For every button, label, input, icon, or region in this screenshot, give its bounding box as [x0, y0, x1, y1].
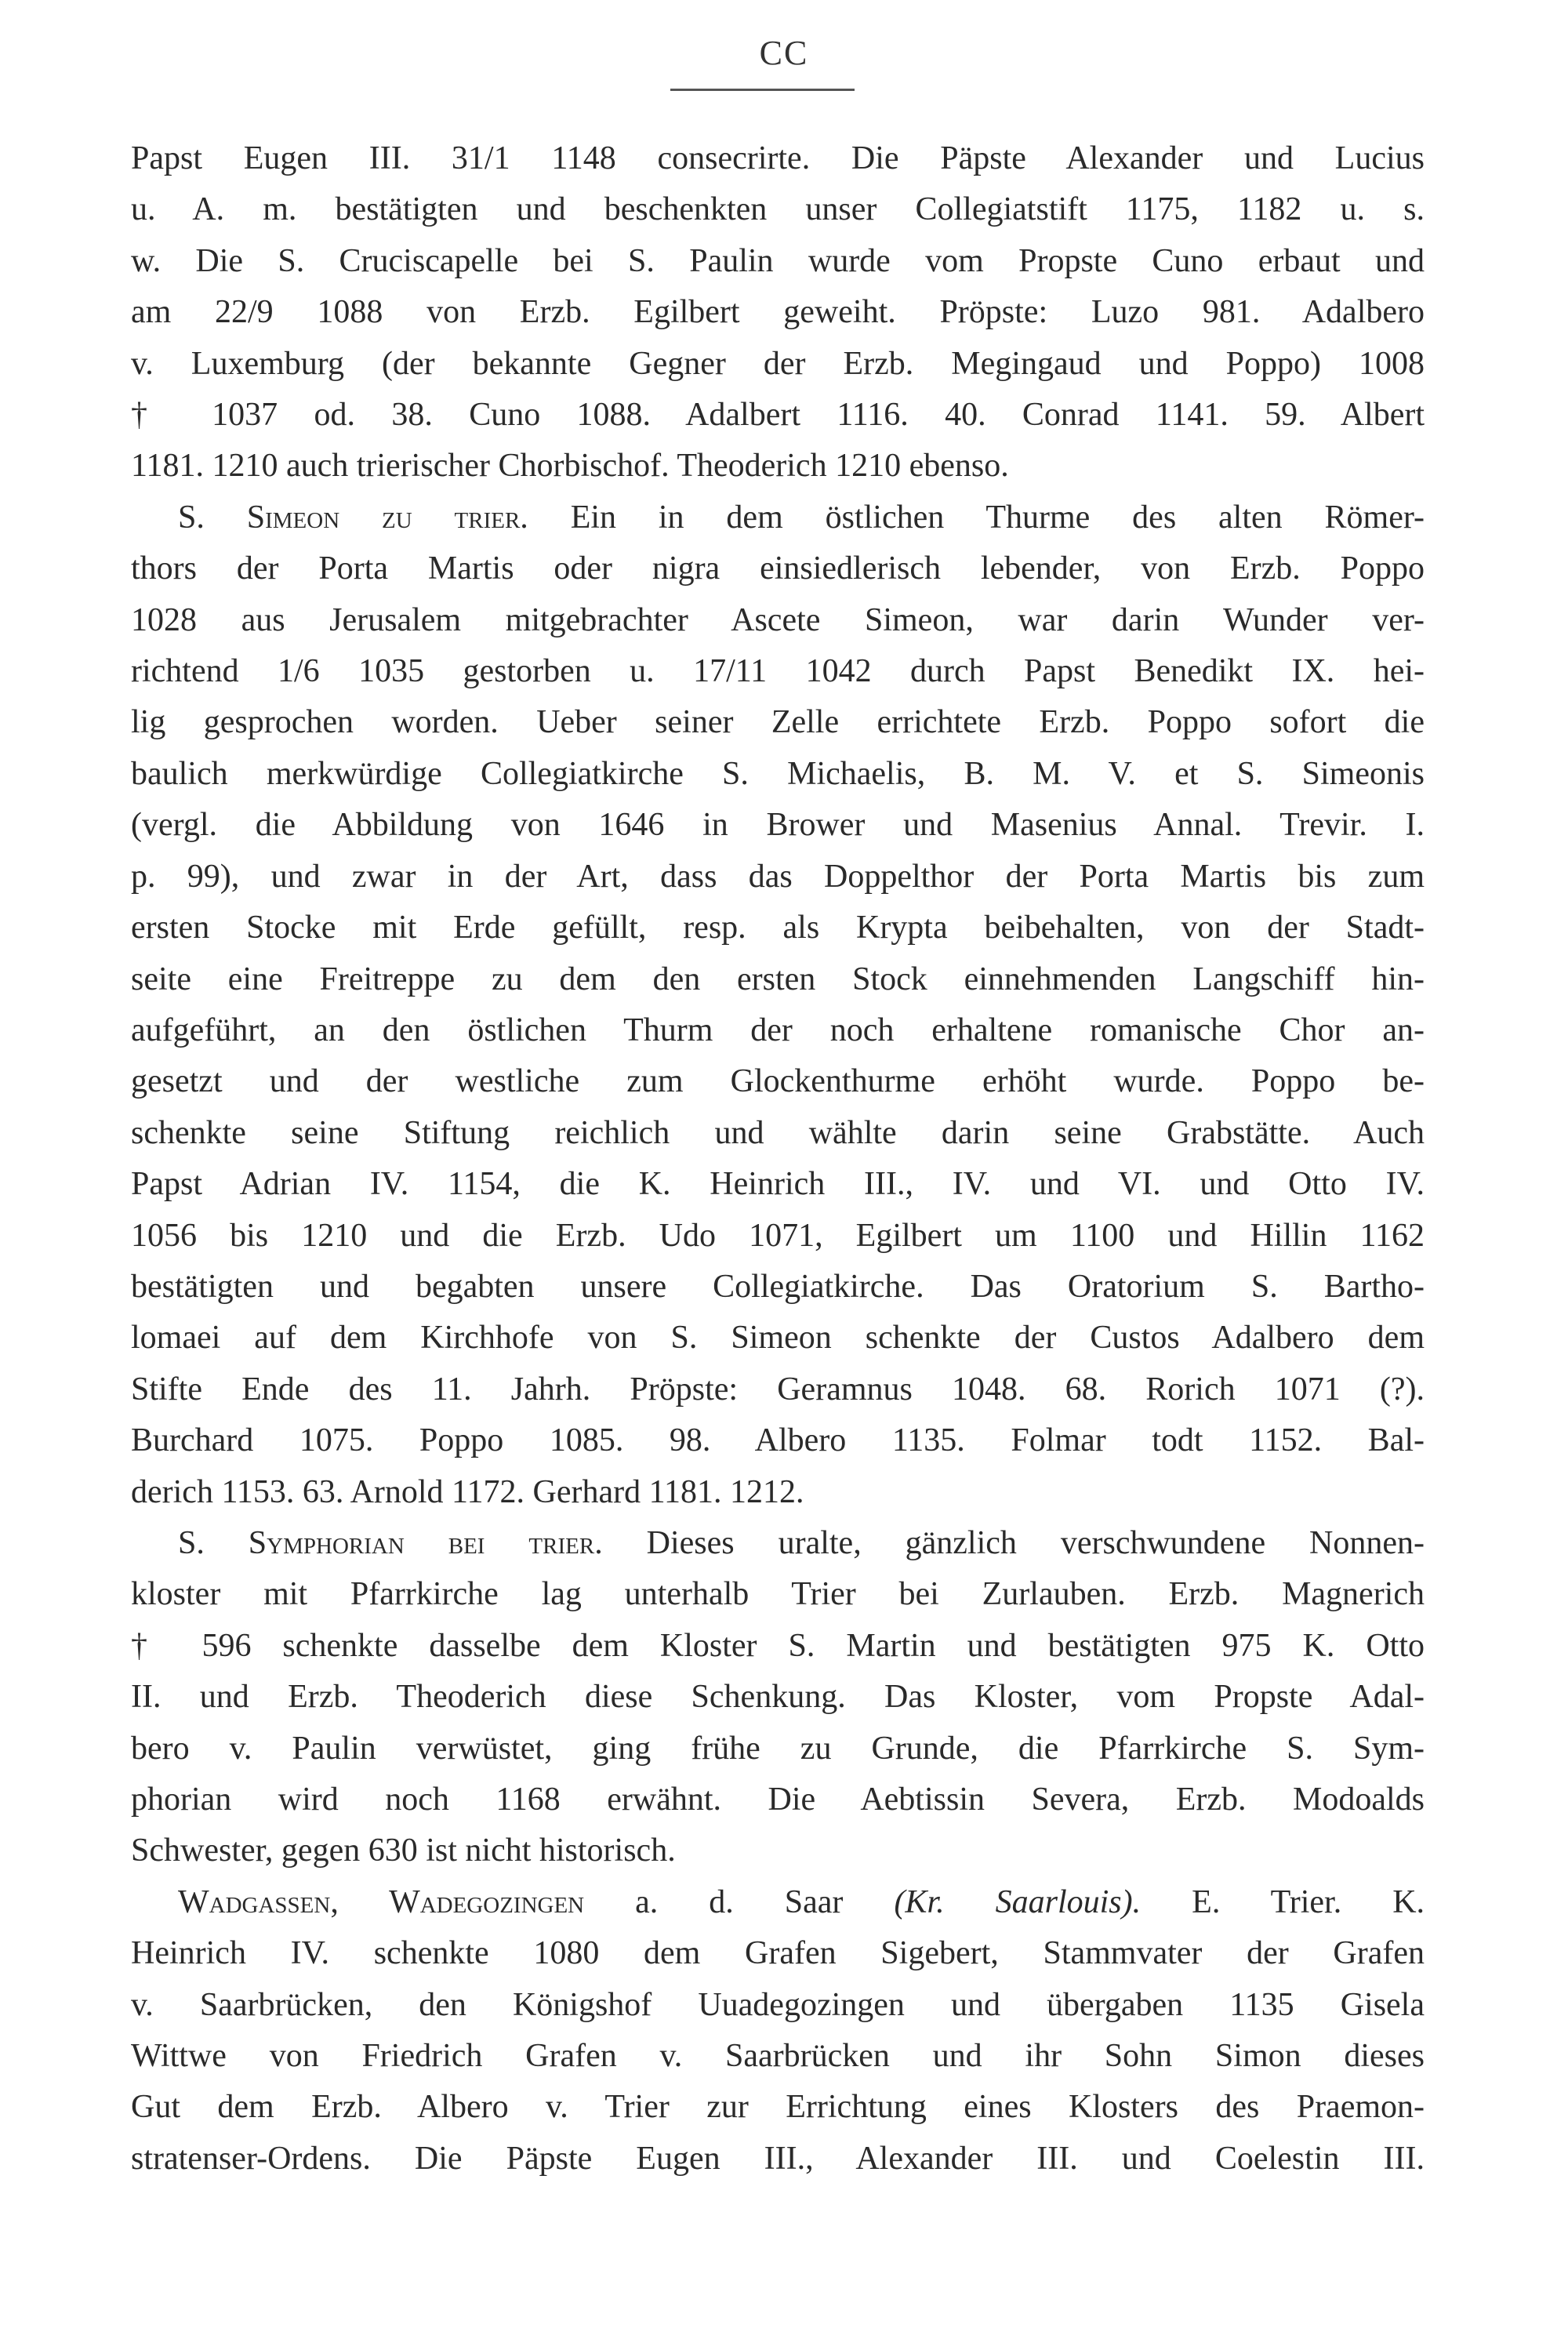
text-line: bero v. Paulin verwüstet, ging frühe zu Grunde, die Pfarrkirche S. Sym-	[131, 1730, 1425, 1767]
text-span: a. d. Saar	[635, 1883, 844, 1920]
text-line: p. 99), und zwar in der Art, dass das Doppelthor der Porta Martis bis zum	[131, 858, 1425, 895]
body-text	[131, 133, 1425, 2185]
text-span: E. Trier. K.	[1192, 1883, 1425, 1920]
text-line: richtend 1/6 1035 gestorben u. 17/11 1042 durch Papst Benedikt IX. hei-	[131, 653, 1425, 690]
paragraph-wadgassen	[131, 1877, 1425, 2185]
text-line: stratenser-Ordens. Die Päpste Eugen III., Alexander III. und Coelestin III.	[131, 2140, 1425, 2177]
text-line: Gut dem Erzb. Albero v. Trier zur Errichtung eines Klosters des Praemon-	[131, 2089, 1425, 2126]
text-line: 1056 bis 1210 und die Erzb. Udo 1071, Egilbert um 1100 und Hillin 1162	[131, 1217, 1425, 1254]
text-line: baulich merkwürdige Collegiatkirche S. Michaelis, B. M. V. et S. Simeonis	[131, 755, 1425, 792]
text-line: ersten Stocke mit Erde gefüllt, resp. als Krypta beibehalten, von der Stadt-	[131, 910, 1425, 946]
entry-heading: S. Simeon zu trier.	[178, 499, 528, 536]
text-line: am 22/9 1088 von Erzb. Egilbert geweiht. Pröpste: Luzo 981. Adalbero	[131, 294, 1425, 331]
text-line: Schwester, gegen 630 ist nicht historisch.	[131, 1832, 676, 1869]
text-line: Stifte Ende des 11. Jahrh. Pröpste: Geramnus 1048. 68. Rorich 1071 (?).	[131, 1371, 1425, 1407]
text-line: kloster mit Pfarrkirche lag unterhalb Trier bei Zurlauben. Erzb. Magnerich	[131, 1576, 1425, 1613]
text-line: bestätigten und begabten unsere Collegiatkirche. Das Oratorium S. Bartho-	[131, 1268, 1425, 1305]
text-line: v. Saarbrücken, den Königshof Uuadegozingen und übergaben 1135 Gisela	[131, 1986, 1425, 2023]
page-header	[0, 33, 1568, 73]
entry-heading: S. Symphorian bei trier.	[178, 1524, 603, 1561]
text-line: aufgeführt, an den östlichen Thurm der noch erhaltene romanische Chor an-	[131, 1012, 1425, 1048]
text-line: v. Luxemburg (der bekannte Gegner der Erzb. Megingaud und Poppo) 1008	[131, 345, 1425, 382]
text-line: derich 1153. 63. Arnold 1172. Gerhard 1181. 1212.	[131, 1473, 804, 1510]
italic-span: (Kr. Saarlouis).	[894, 1883, 1142, 1920]
text-line: Burchard 1075. Poppo 1085. 98. Albero 1135. Folmar todt 1152. Bal-	[131, 1422, 1425, 1459]
text-line: lomaei auf dem Kirchhofe von S. Simeon schenkte der Custos Adalbero dem	[131, 1320, 1425, 1357]
paragraph-simeon	[131, 492, 1425, 1518]
text-line: w. Die S. Cruciscapelle bei S. Paulin wurde vom Propste Cuno erbaut und	[131, 242, 1425, 279]
text-span: Ein in dem östlichen Thurme des alten Römer-	[570, 499, 1425, 536]
text-line: schenkte seine Stiftung reichlich und wählte darin seine Grabstätte. Auch	[131, 1114, 1425, 1151]
paragraph-continuation	[131, 133, 1425, 492]
text-line: seite eine Freitreppe zu dem den ersten Stock einnehmenden Langschiff hin-	[131, 961, 1425, 997]
text-span: Dieses uralte, gänzlich verschwundene Nonnen-	[646, 1524, 1425, 1561]
text-line: Wittwe von Friedrich Grafen v. Saarbrücken und ihr Sohn Simon dieses	[131, 2038, 1425, 2075]
text-line	[131, 492, 1425, 543]
text-line	[131, 1518, 1425, 1569]
text-line: Heinrich IV. schenkte 1080 dem Grafen Sigebert, Stammvater der Grafen	[131, 1935, 1425, 1972]
text-line: † 1037 od. 38. Cuno 1088. Adalbert 1116. 40. Conrad 1141. 59. Albert	[131, 397, 1425, 434]
text-line: 1181. 1210 auch trierischer Chorbischof. Theoderich 1210 ebenso.	[131, 448, 1009, 485]
entry-heading: Wadgassen, Wadegozingen	[178, 1883, 585, 1920]
text-line: Papst Adrian IV. 1154, die K. Heinrich III., IV. und VI. und Otto IV.	[131, 1166, 1425, 1203]
text-line: phorian wird noch 1168 erwähnt. Die Aebtissin Severa, Erzb. Modoalds	[131, 1782, 1425, 1818]
text-line: (vergl. die Abbildung von 1646 in Brower und Masenius Annal. Trevir. I.	[131, 807, 1425, 844]
text-line: thors der Porta Martis oder nigra einsiedlerisch lebender, von Erzb. Poppo	[131, 550, 1425, 587]
text-line: 1028 aus Jerusalem mitgebrachter Ascete Simeon, war darin Wunder ver-	[131, 601, 1425, 638]
text-line: lig gesprochen worden. Ueber seiner Zelle errichtete Erzb. Poppo sofort die	[131, 704, 1425, 741]
text-line: u. A. m. bestätigten und beschenkten unser Collegiatstift 1175, 1182 u. s.	[131, 191, 1425, 228]
text-line: † 596 schenkte dasselbe dem Kloster S. Martin und bestätigten 975 K. Otto	[131, 1627, 1425, 1664]
page-number: CC	[759, 34, 809, 72]
paragraph-symphorian	[131, 1518, 1425, 1877]
header-rule	[670, 89, 855, 91]
text-line	[131, 1877, 1425, 1928]
text-line: Papst Eugen III. 31/1 1148 consecrirte. Die Päpste Alexander und Lucius	[131, 140, 1425, 176]
text-line: II. und Erzb. Theoderich diese Schenkung. Das Kloster, vom Propste Adal-	[131, 1679, 1425, 1716]
text-line: gesetzt und der westliche zum Glockenthurme erhöht wurde. Poppo be-	[131, 1063, 1425, 1100]
